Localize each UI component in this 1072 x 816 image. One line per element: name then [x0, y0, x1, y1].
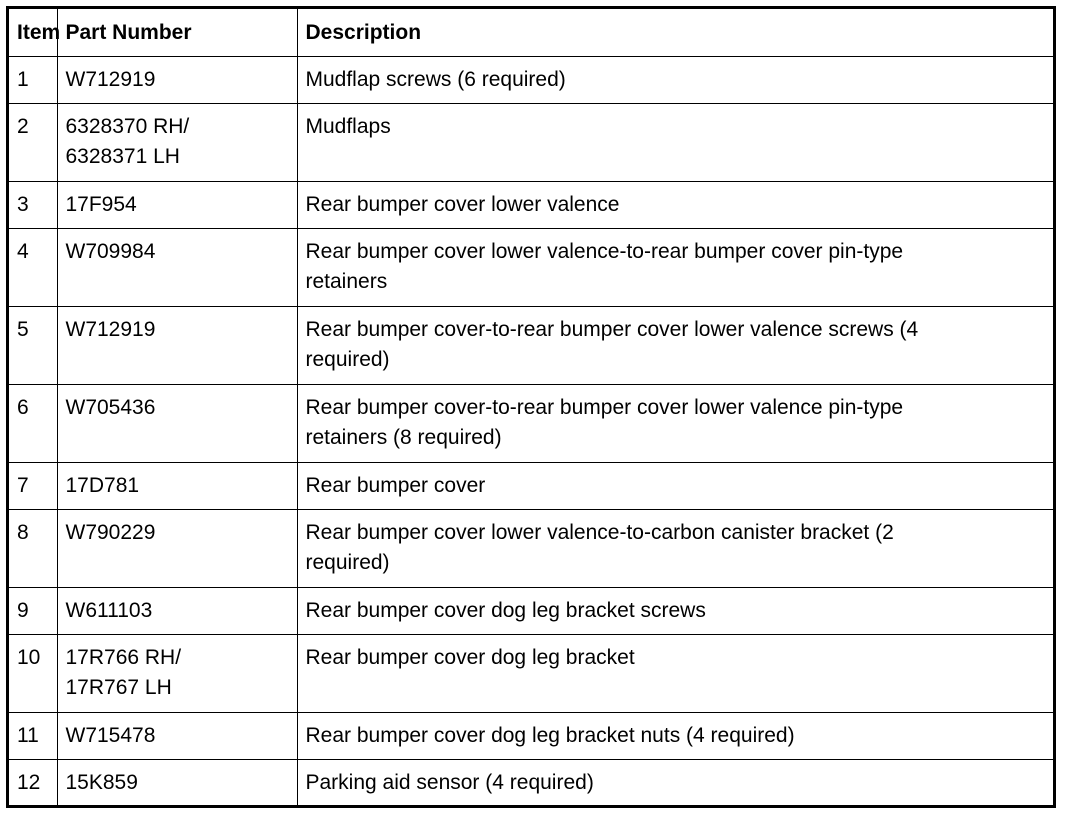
table-row [9, 634, 1053, 712]
table-header-row [9, 9, 1053, 56]
header-item: Item [9, 9, 57, 56]
description-cell: Parking aid sensor (4 required) [297, 759, 1053, 806]
table-row [9, 587, 1053, 634]
part-number-cell: W790229 [57, 509, 297, 587]
part-number-cell: 17D781 [57, 462, 297, 509]
item-cell: 7 [9, 462, 57, 509]
parts-table-frame [6, 6, 1056, 808]
item-cell: 11 [9, 712, 57, 759]
part-number-cell: 17R766 RH/ 17R767 LH [57, 634, 297, 712]
item-cell: 6 [9, 384, 57, 462]
part-number-cell: 15K859 [57, 759, 297, 806]
description-cell: Rear bumper cover-to-rear bumper cover lower valence pin-type retainers (8 required) [297, 384, 1053, 462]
table-row [9, 228, 1053, 306]
header-part-number: Part Number [57, 9, 297, 56]
part-number-cell: 6328370 RH/ 6328371 LH [57, 103, 297, 181]
part-number-cell: W709984 [57, 228, 297, 306]
item-cell: 8 [9, 509, 57, 587]
table-row [9, 56, 1053, 103]
description-cell: Rear bumper cover lower valence [297, 181, 1053, 228]
table-row [9, 759, 1053, 806]
table-row [9, 181, 1053, 228]
description-cell: Rear bumper cover [297, 462, 1053, 509]
item-cell: 2 [9, 103, 57, 181]
item-cell: 10 [9, 634, 57, 712]
item-cell: 3 [9, 181, 57, 228]
item-cell: 1 [9, 56, 57, 103]
item-cell: 9 [9, 587, 57, 634]
part-number-cell: W712919 [57, 56, 297, 103]
description-cell: Rear bumper cover dog leg bracket [297, 634, 1053, 712]
table-row [9, 103, 1053, 181]
table-row [9, 306, 1053, 384]
header-description: Description [297, 9, 1053, 56]
part-number-cell: W705436 [57, 384, 297, 462]
description-cell: Rear bumper cover lower valence-to-rear bumper cover pin-type retainers [297, 228, 1053, 306]
description-cell: Rear bumper cover-to-rear bumper cover lower valence screws (4 required) [297, 306, 1053, 384]
parts-table [9, 9, 1053, 806]
part-number-cell: W712919 [57, 306, 297, 384]
item-cell: 4 [9, 228, 57, 306]
item-cell: 5 [9, 306, 57, 384]
item-cell: 12 [9, 759, 57, 806]
part-number-cell: 17F954 [57, 181, 297, 228]
description-cell: Rear bumper cover lower valence-to-carbon canister bracket (2 required) [297, 509, 1053, 587]
description-cell: Rear bumper cover dog leg bracket screws [297, 587, 1053, 634]
part-number-cell: W611103 [57, 587, 297, 634]
part-number-cell: W715478 [57, 712, 297, 759]
description-cell: Rear bumper cover dog leg bracket nuts (4 required) [297, 712, 1053, 759]
table-row [9, 509, 1053, 587]
description-cell: Mudflaps [297, 103, 1053, 181]
table-row [9, 384, 1053, 462]
table-row [9, 712, 1053, 759]
description-cell: Mudflap screws (6 required) [297, 56, 1053, 103]
table-row [9, 462, 1053, 509]
